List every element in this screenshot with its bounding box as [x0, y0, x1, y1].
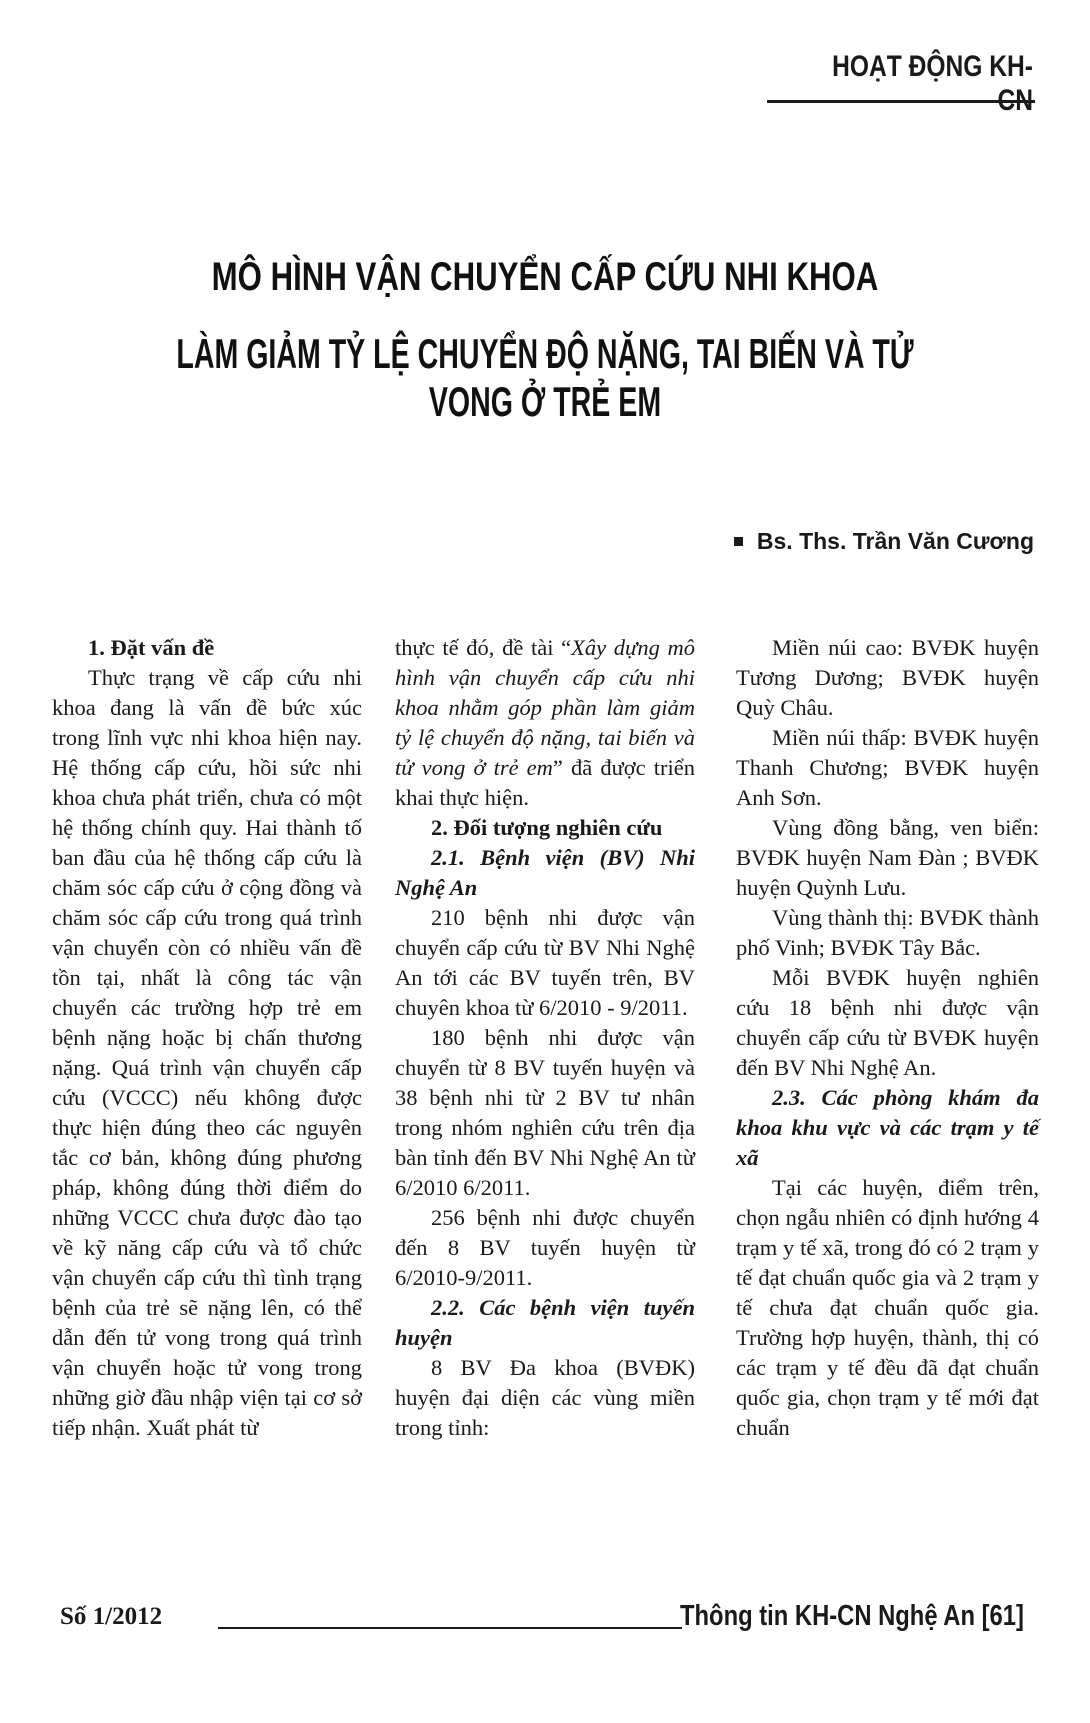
journal-footer: [680, 1600, 1024, 1633]
heading-2-3: 2.3. Các phòng khám đa khoa khu vực và các trạm y tế xã: [736, 1085, 1039, 1170]
paragraph: 256 bệnh nhi được chuyển đến 8 BV tuyến huyện từ 6/2010-9/2011.: [395, 1205, 695, 1290]
text-run: thực tế đó, đề tài “: [395, 635, 572, 660]
paragraph: Miền núi thấp: BVĐK huyện Thanh Chương; BVĐK huyện Anh Sơn.: [736, 725, 1039, 810]
article-title-line1: MÔ HÌNH VẬN CHUYỂN CẤP CỨU NHI KHOA: [211, 255, 879, 299]
issue-number: Số 1/2012: [60, 1603, 163, 1630]
heading-1: 1. Đặt vấn đề: [88, 635, 215, 660]
paragraph: [395, 633, 695, 813]
page-number: [61]: [981, 1600, 1024, 1632]
paragraph: Tại các huyện, điểm trên, chọn ngẫu nhiên có định hướng 4 trạm y tế xã, trong đó có 2 trạm y tế đạt chuẩn quốc gia và 2 trạm y tế chưa đạt chuẩn quốc gia. Trường hợp huyện, thành, thị có các trạm y tế đều đã đạt chuẩn quốc gia, chọn trạm y tế mới đạt chuẩn: [736, 1175, 1039, 1440]
paragraph: Thực trạng về cấp cứu nhi khoa đang là vấn đề bức xúc trong lĩnh vực nhi khoa hiện nay. Hệ thống cấp cứu, hồi sức nhi khoa chưa phát triển, chưa có một hệ thống chính quy. Hai thành tố ban đầu của hệ thống cấp cứu là chăm sóc cấp cứu ở cộng đồng và chăm sóc cấp cứu trong quá trình vận chuyển còn có nhiều vấn đề tồn tại, nhất là công tác vận chuyển các trường hợp trẻ em bệnh nặng hoặc bị chấn thương nặng. Quá trình vận chuyển cấp cứu (VCCC) nếu không được thực hiện đúng theo các nguyên tắc cơ bản, không đúng phương pháp, không đúng thời điểm do những VCCC chưa được đào tạo về kỹ năng cấp cứu và tổ chức vận chuyển cấp cứu thì tình trạng bệnh của trẻ sẽ nặng lên, có thể dẫn đến tử vong trong quá trình vận chuyển hoặc tử vong trong những giờ đầu nhập viện tại cơ sở tiếp nhận. Xuất phát từ: [52, 665, 362, 1440]
section-tag: HOẠT ĐỘNG KH-CN: [832, 50, 1033, 117]
paragraph: Mỗi BVĐK huyện nghiên cứu 18 bệnh nhi được vận chuyển cấp cứu từ BVĐK huyện đến BV Nhi Nghệ An.: [736, 965, 1039, 1080]
section-rule: [767, 100, 1035, 103]
paragraph: 8 BV Đa khoa (BVĐK) huyện đại diện các vùng miền trong tỉnh:: [395, 1355, 695, 1440]
column-2: [395, 633, 695, 1443]
heading-2-2: 2.2. Các bệnh viện tuyến huyện: [395, 1295, 695, 1350]
author-name: Bs. Ths. Trần Văn Cương: [756, 528, 1034, 554]
column-3: [736, 633, 1039, 1443]
article-title-line2: LÀM GIẢM TỶ LỆ CHUYỂN ĐỘ NẶNG, TAI BIẾN VÀ TỬ VONG Ở TRẺ EM: [176, 330, 914, 425]
paragraph: 180 bệnh nhi được vận chuyển từ 8 BV tuyến huyện và 38 bệnh nhi từ 2 BV tư nhân trong nhóm nghiên cứu trên địa bàn tỉnh đến BV Nhi Nghệ An từ 6/2010 6/2011.: [395, 1025, 695, 1200]
bullet-square-icon: [734, 537, 743, 546]
text-run: ” đã được triển khai thực hiện.: [395, 755, 695, 810]
paragraph: Vùng đồng bằng, ven biển: BVĐK huyện Nam Đàn ; BVĐK huyện Quỳnh Lưu.: [736, 815, 1039, 900]
author-byline: [734, 528, 1034, 555]
project-title: Xây dựng mô hình vận chuyển cấp cứu nhi khoa nhằm góp phần làm giảm tỷ lệ chuyển độ nặng, tai biến và tử vong ở trẻ em: [395, 635, 695, 780]
paragraph: Vùng thành thị: BVĐK thành phố Vinh; BVĐK Tây Bắc.: [736, 905, 1039, 960]
journal-name: Thông tin KH-CN Nghệ An: [680, 1600, 975, 1632]
column-1: [52, 633, 362, 1443]
heading-2: 2. Đối tượng nghiên cứu: [431, 815, 663, 840]
heading-2-1: 2.1. Bệnh viện (BV) Nhi Nghệ An: [395, 845, 695, 900]
paragraph: 210 bệnh nhi được vận chuyển cấp cứu từ BV Nhi Nghệ An tới các BV tuyến trên, BV chuyên khoa từ 6/2010 - 9/2011.: [395, 905, 695, 1020]
footer-rule: [218, 1627, 682, 1629]
paragraph: Miền núi cao: BVĐK huyện Tương Dương; BVĐK huyện Quỳ Châu.: [736, 635, 1039, 720]
